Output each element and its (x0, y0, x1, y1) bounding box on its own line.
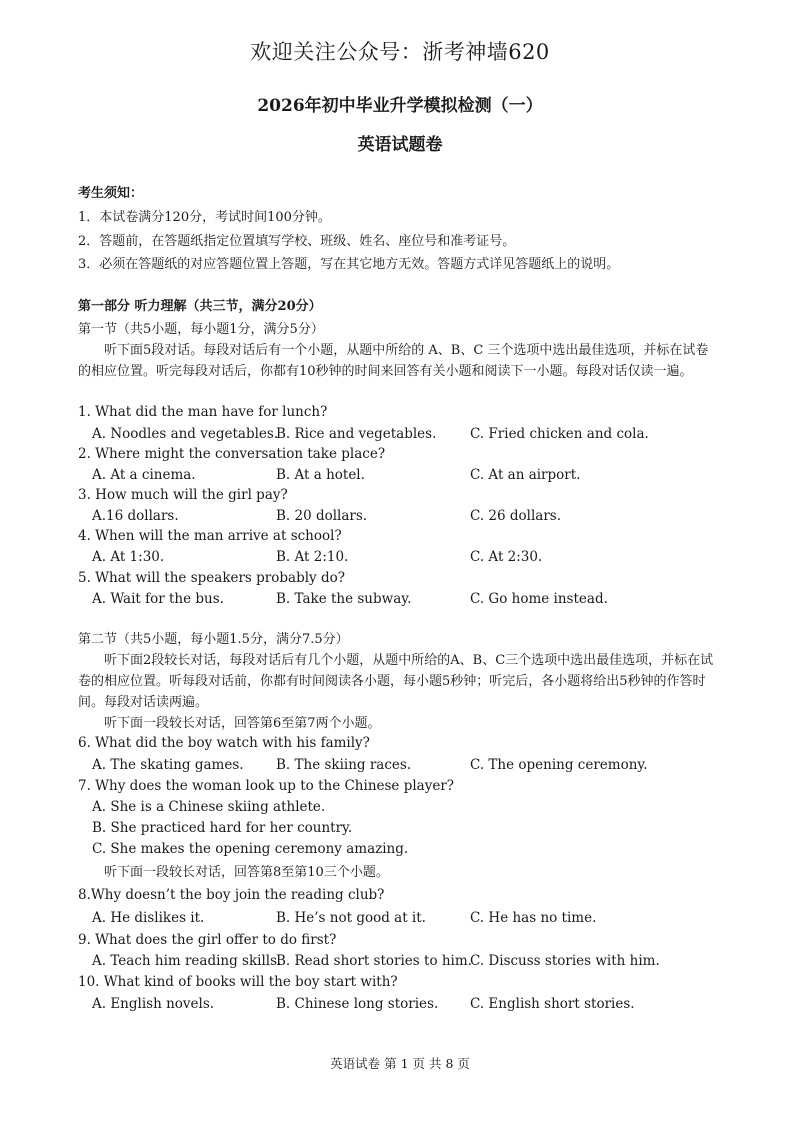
option-a: A. Wait for the bus. (92, 591, 224, 607)
option-c: C. She makes the opening ceremony amazing. (92, 841, 409, 857)
section2-instructions: 听下面2段较长对话，每段对话后有几个小题，从题中所给的A、B、C三个选项中选出最佳选项，并标在试卷的相应位置。听每段对话前，你都有时间阅读各小题，每小题5秒钟；听完后，各小题将给出5秒钟的作答时间。每段对话读两遍。 (78, 653, 714, 710)
page-footer: 英语试卷 第 1 页 共 8 页 (330, 1056, 470, 1071)
notice-item: 3．必须在答题纸的对应答题位置上答题，写在其它地方无效。答题方式详见答题纸上的说明。 (78, 257, 620, 272)
page-header: 欢迎关注公众号：浙考神墙620 (250, 40, 550, 64)
section1-heading: 第一节（共5小题，每小题1分，满分5分） (78, 322, 324, 337)
question-text: 8.Why doesn’t the boy join the reading club? (78, 887, 385, 903)
section1-instructions: 听下面5段对话。每段对话后有一个小题，从题中所给的 A、B、C 三个选项中选出最佳选项，并标在试卷的相应位置。听完每段对话后，你都有10秒钟的时间来回答有关小题和阅读下一小题。每段对话仅读一遍。 (78, 343, 709, 379)
option-a: A. She is a Chinese skiing athlete. (92, 799, 326, 815)
option-a: A.16 dollars. (92, 508, 179, 524)
question-text: 2. Where might the conversation take place? (78, 446, 386, 462)
question-text: 1. What did the man have for lunch? (78, 404, 328, 420)
question-text: 3. How much will the girl pay? (78, 487, 288, 503)
part1-heading: 第一部分 听力理解（共三节，满分20分） (78, 299, 322, 314)
option-a: A. The skating games. (92, 757, 244, 773)
dialogue-intro: 听下面一段较长对话，回答第8至第10三个小题。 (104, 865, 389, 880)
option-c: C. Go home instead. (470, 591, 608, 607)
option-b: B. Take the subway. (276, 591, 412, 607)
exam-subtitle: 英语试题卷 (357, 135, 443, 155)
section2-heading: 第二节（共5小题，每小题1.5分，满分7.5分） (78, 632, 349, 647)
question-text: 7. Why does the woman look up to the Chinese player? (78, 778, 455, 794)
exam-title: 2026年初中毕业升学模拟检测（一） (257, 96, 543, 116)
option-b: B. Rice and vegetables. (276, 426, 437, 442)
option-b: B. At a hotel. (276, 467, 365, 483)
question-text: 5. What will the speakers probably do? (78, 570, 345, 586)
notice-heading: 考生须知： (78, 186, 144, 201)
option-a: A. English novels. (92, 996, 215, 1012)
option-b: B. She practiced hard for her country. (92, 820, 353, 836)
option-c: C. He has no time. (470, 910, 597, 926)
option-a: A. At 1:30. (92, 549, 165, 565)
question-text: 6. What did the boy watch with his family? (78, 735, 370, 751)
option-a: A. At a cinema. (92, 467, 196, 483)
option-b: B. At 2:10. (276, 549, 349, 565)
option-b: B. 20 dollars. (276, 508, 368, 524)
option-b: B. Chinese long stories. (276, 996, 439, 1012)
notice-item: 1．本试卷满分120分，考试时间100分钟。 (78, 210, 331, 225)
dialogue-intro: 听下面一段较长对话，回答第6至第7两个小题。 (104, 716, 381, 731)
question-text: 10. What kind of books will the boy start with? (78, 974, 398, 990)
option-a: A. Noodles and vegetables. (92, 426, 279, 442)
option-c: C. English short stories. (470, 996, 635, 1012)
question-text: 9. What does the girl offer to do first? (78, 932, 337, 948)
option-b: B. He’s not good at it. (276, 910, 426, 926)
option-a: A. He dislikes it. (92, 910, 205, 926)
option-c: C. The opening ceremony. (470, 757, 648, 773)
option-c: C. Fried chicken and cola. (470, 426, 649, 442)
option-c: C. 26 dollars. (470, 508, 562, 524)
notice-item: 2．答题前，在答题纸指定位置填写学校、班级、姓名、座位号和准考证号。 (78, 234, 516, 249)
option-b: B. Read short stories to him. (276, 953, 472, 969)
option-b: B. The skiing races. (276, 757, 412, 773)
option-c: C. At an airport. (470, 467, 581, 483)
option-c: C. Discuss stories with him. (470, 953, 660, 969)
option-c: C. At 2:30. (470, 549, 543, 565)
question-text: 4. When will the man arrive at school? (78, 528, 342, 544)
option-a: A. Teach him reading skills. (92, 953, 282, 969)
